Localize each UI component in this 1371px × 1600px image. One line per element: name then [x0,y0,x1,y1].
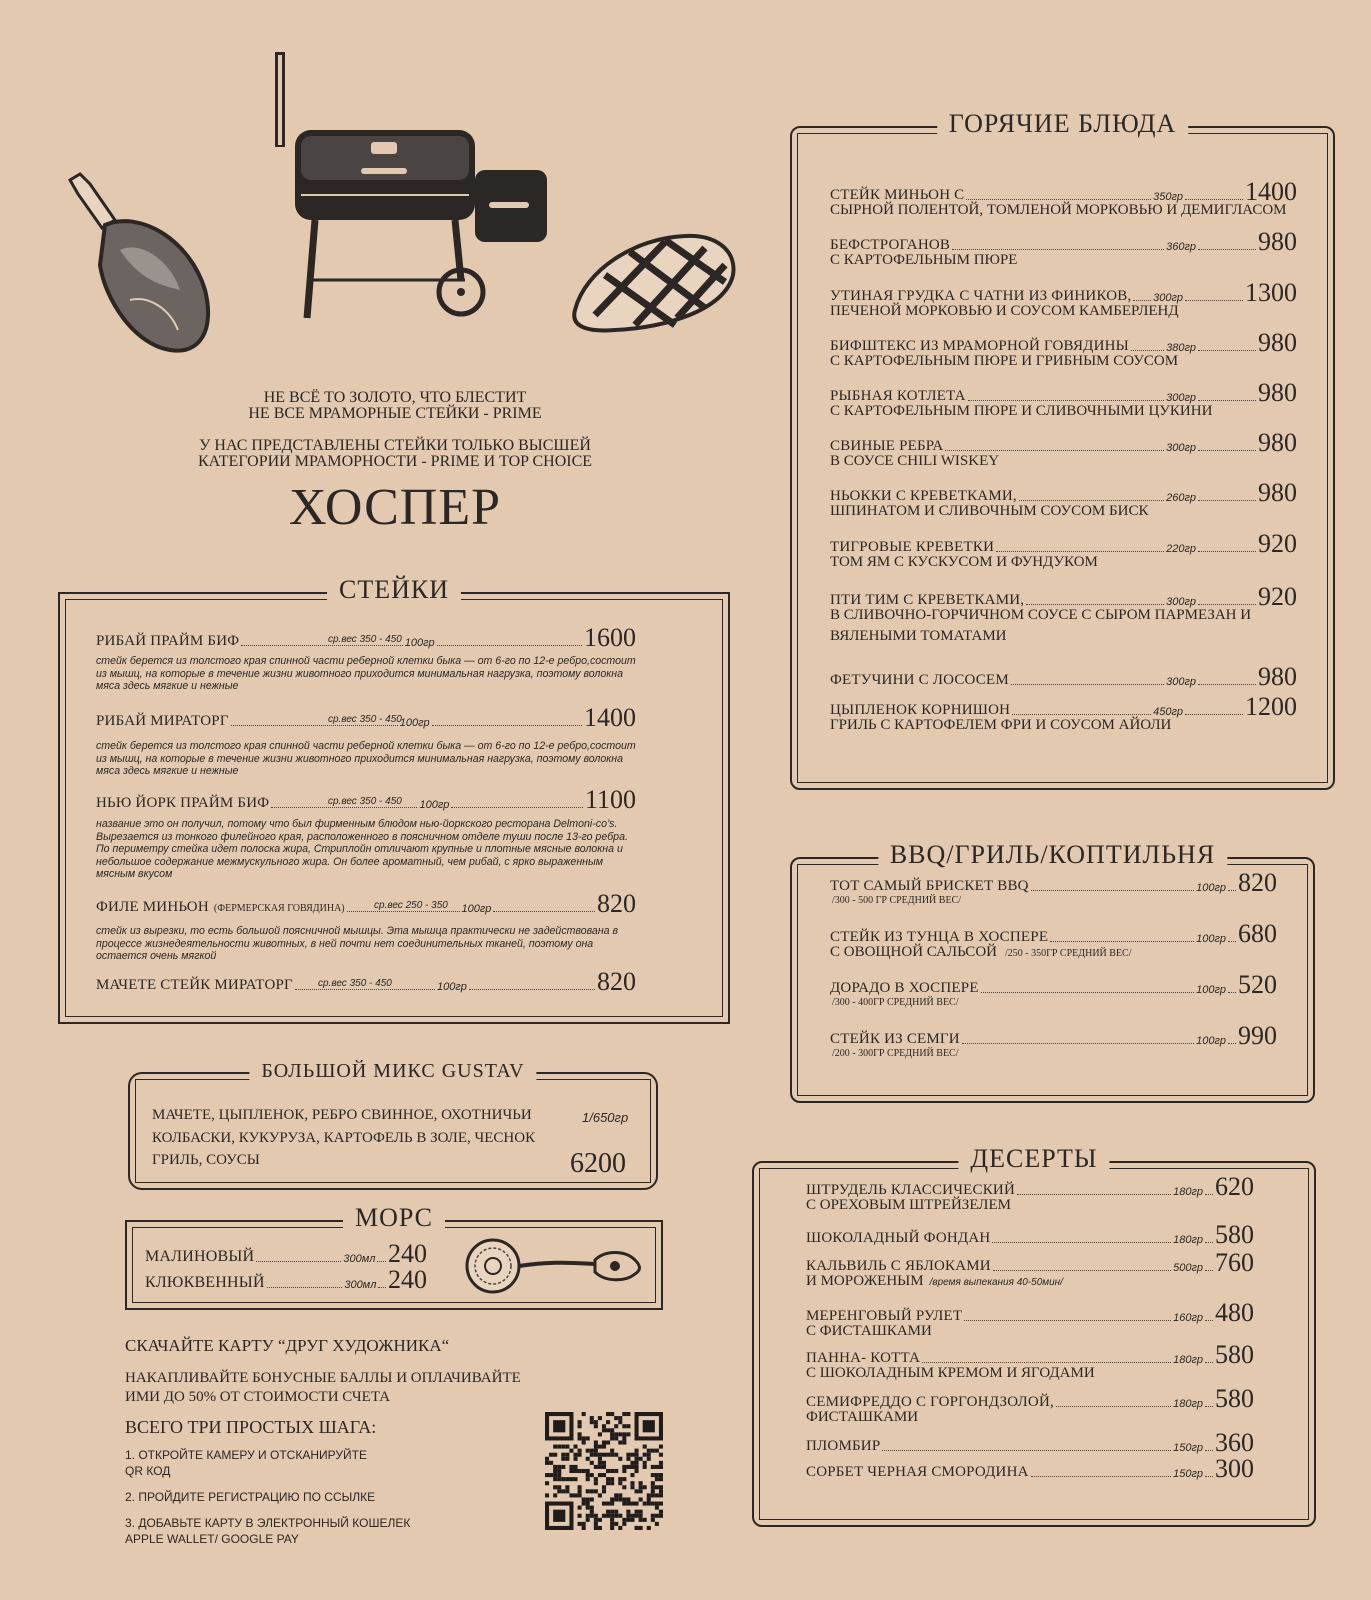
hot-dishes-section [790,109,1335,790]
avg-weight: ср.вес 250 - 350 [374,900,448,911]
item-price: 980 [1258,662,1297,691]
steaks-section [58,575,730,1024]
item-weight: 450гр [1153,706,1183,718]
item-note: /300 - 400ГР СРЕДНИЙ ВЕС/ [832,997,959,1008]
item-description: стейк из вырезки, то есть большой поясничной мышцы. Эта мышца практически не задействована в процессе жизнедеятельности животных, в ней почти нет соединительных тканей, поэтому она остается очень мягкой [96,925,619,962]
item-name: СЕМИФРЕДДО С ГОРГОНДЗОЛОЙ, [806,1394,1054,1410]
item-price: 920 [1258,582,1297,611]
item-name: ПТИ ТИМ С КРЕВЕТКАМИ, [830,592,1025,608]
mix-line: КОЛБАСКИ, КУКУРУЗА, КАРТОФЕЛЬ В ЗОЛЕ, ЧЕСНОК [152,1129,536,1146]
menu-item [806,1384,1254,1413]
smoker-grill-illustration [265,50,565,330]
item-note: /время выпекания 40-50мин/ [929,1277,1063,1288]
item-weight: 300гр [1166,392,1196,404]
desserts-title: ДЕСЕРТЫ [958,1144,1109,1174]
item-name: МЕРЕНГОВЫЙ РУЛЕТ [806,1308,963,1324]
menu-item: РИБАЙ ПРАЙМ БИФ 100гр 1600 [96,623,636,652]
item-subtitle: ГРИЛЬ С КАРТОФЕЛЕМ ФРИ И СОУСОМ АЙОЛИ [830,717,1172,733]
menu-item: МАЛИНОВЫЙ 300мл 240 [145,1239,427,1268]
item-weight: 150гр [1173,1442,1203,1454]
menu-item [806,1454,1254,1483]
item-weight: 300гр [1166,442,1196,454]
item-name: ШТРУДЕЛЬ КЛАССИЧЕСКИЙ [806,1182,1015,1198]
item-weight: 260гр [1166,492,1196,504]
item-price: 980 [1258,227,1297,256]
item-subtitle: ШПИНАТОМ И СЛИВОЧНЫМ СОУСОМ БИСК [830,503,1149,519]
menu-item [830,692,1297,721]
item-price: 1400 [1245,177,1297,206]
item-weight: 300гр [1166,596,1196,608]
item-name: СТЕЙК МИНЬОН С [830,187,965,203]
step-text: 1. ОТКРОЙТЕ КАМЕРУ И ОТСКАНИРУЙТЕ [125,1448,367,1462]
menu-item [830,919,1277,948]
item-price: 980 [1258,328,1297,357]
mix-weight: 1/650гр [582,1110,629,1125]
tagline-line: КАТЕГОРИИ МРАМОРНОСТИ - PRIME И TOP CHOICE [197,453,593,470]
item-subtitle-text: И МОРОЖЕНЫМ [806,1273,924,1289]
item-subtitle: ВЯЛЕНЫМИ ТОМАТАМИ [830,628,1007,644]
item-subtitle: ФИСТАШКАМИ [806,1409,919,1425]
menu-item [806,1298,1254,1327]
menu-item [830,1021,1277,1050]
step-text: 2. ПРОЙДИТЕ РЕГИСТРАЦИЮ ПО ССЫЛКЕ [125,1490,376,1504]
menu-item [830,662,1297,691]
item-weight: 380гр [1166,342,1196,354]
item-name: СТЕЙК ИЗ СЕМГИ [830,1031,960,1047]
item-subtitle: СЫРНОЙ ПОЛЕНТОЙ, ТОМЛЕНОЙ МОРКОВЬЮ И ДЕМИГЛАСОМ [830,202,1287,218]
item-weight: 150гр [1173,1468,1203,1480]
avg-weight: ср.вес 350 - 450 [318,978,392,989]
item-price: 980 [1258,478,1297,507]
item-name: КАЛЬВИЛЬ С ЯБЛОКАМИ [806,1258,991,1274]
menu-item [806,1220,1254,1249]
item-name: БЕФСТРОГАНОВ [830,237,951,253]
menu-item [830,478,1297,507]
avg-weight: ср.вес 350 - 450 [328,634,402,645]
menu-item: РИБАЙ МИРАТОРГ 100гр 1400 [96,703,636,732]
item-subtitle: С КАРТОФЕЛЬНЫМ ПЮРЕ И СЛИВОЧНЫМИ ЦУКИНИ [830,403,1213,419]
menu-item [830,582,1297,611]
item-name: РЫБНАЯ КОТЛЕТА [830,388,966,404]
item-name: ДОРАДО В ХОСПЕРЕ [830,980,979,996]
item-price: 300 [1215,1454,1254,1483]
item-name: ФЕТУЧИНИ С ЛОСОСЕМ [830,672,1009,688]
item-subtitle: С КАРТОФЕЛЬНЫМ ПЮРЕ [830,252,1018,268]
qr-code[interactable] [545,1412,663,1530]
item-subtitle: С ФИСТАШКАМИ [806,1323,932,1339]
tagline-line: НЕ ВСЁ ТО ЗОЛОТО, ЧТО БЛЕСТИТ [263,389,527,406]
item-name: УТИНАЯ ГРУДКА С ЧАТНИ ИЗ ФИНИКОВ, [830,288,1132,304]
tagline-line: У НАС ПРЕДСТАВЛЕНЫ СТЕЙКИ ТОЛЬКО ВЫСШЕЙ [199,437,591,454]
steps-title: ВСЕГО ТРИ ПРОСТЫХ ШАГА: [125,1417,377,1437]
item-note: /250 - 350ГР СРЕДНИЙ ВЕС/ [1004,948,1132,959]
item-weight: 180гр [1173,1234,1203,1246]
item-price: 920 [1258,529,1297,558]
menu-item [806,1340,1254,1369]
item-weight: 100гр [1196,882,1226,894]
item-price: 520 [1238,970,1277,999]
mix-section [128,1060,658,1190]
item-subtitle [806,1273,1063,1290]
item-price: 820 [1238,868,1277,897]
item-subtitle: С ШОКОЛАДНЫМ КРЕМОМ И ЯГОДАМИ [806,1365,1095,1381]
item-weight: 100гр [1196,1035,1226,1047]
mix-line: МАЧЕТЕ, ЦЫПЛЕНОК, РЕБРО СВИННОЕ, ОХОТНИЧЬИ [152,1107,532,1123]
item-weight: 100гр [1196,984,1226,996]
loyalty-title: СКАЧАЙТЕ КАРТУ “ДРУГ ХУДОЖНИКА“ [125,1336,450,1355]
meat-leg-illustration [60,170,220,360]
hot-dishes-title: ГОРЯЧИЕ БЛЮДА [937,109,1189,139]
item-subtitle: ТОМ ЯМ С КУСКУСОМ И ФУНДУКОМ [830,554,1098,570]
item-name: ТИГРОВЫЕ КРЕВЕТКИ [830,539,995,555]
menu-item [830,868,1277,897]
item-description: стейк берется из толстого края спинной части реберной клетки быка — от 6-го по 12-е ребро,состоит из мышц, на которые в течение жизни животного приходится минимальная нагрузка, поэтому волокна мяса здесь мягкие и нежные [96,740,636,777]
avg-weight: ср.вес 350 - 450 [328,714,402,725]
item-name: ПАННА- КОТТА [806,1350,921,1366]
avg-weight: ср.вес 350 - 450 [328,796,402,807]
item-weight: 180гр [1173,1398,1203,1410]
menu-item: ФИЛЕ МИНЬОН (ФЕРМЕРСКАЯ ГОВЯДИНА) 100гр 820 [96,889,636,918]
item-weight: 500гр [1173,1262,1203,1274]
item-name: НЬОККИ С КРЕВЕТКАМИ, [830,488,1017,504]
mors-section [125,1203,663,1310]
menu-item [830,227,1297,256]
bbq-title: BBQ/ГРИЛЬ/КОПТИЛЬНЯ [878,840,1227,870]
item-name: СВИНЫЕ РЕБРА [830,438,944,454]
meat-fork-illustration [465,1236,645,1296]
menu-item: НЬЮ ЙОРК ПРАЙМ БИФ 100гр 1100 [96,785,636,814]
item-price: 1300 [1245,278,1297,307]
tagline-line: НЕ ВСЕ МРАМОРНЫЕ СТЕЙКИ - PRIME [248,405,542,422]
item-weight: 160гр [1173,1312,1203,1324]
mors-title: МОРС [343,1203,445,1233]
item-name: ШОКОЛАДНЫЙ ФОНДАН [806,1230,991,1246]
menu-item [806,1248,1254,1277]
menu-item [830,177,1297,206]
item-price: 360 [1215,1428,1254,1457]
item-description: стейк берется из толстого края спинной части реберной клетки быка — от 6-го по 12-е ребро,состоит из мышц, на которые в течение жизни животного приходится минимальная нагрузка, поэтому волокна мяса здесь мягкие и нежные [96,655,636,692]
menu-item [830,970,1277,999]
item-subtitle-text: С ОВОЩНОЙ САЛЬСОЙ [830,944,997,960]
item-price: 680 [1238,919,1277,948]
item-note: /300 - 500 ГР СРЕДНИЙ ВЕС/ [832,895,962,906]
item-price: 580 [1215,1384,1254,1413]
item-weight: 180гр [1173,1354,1203,1366]
restaurant-logo: ХОСПЕР [288,479,502,536]
item-price: 980 [1258,378,1297,407]
item-weight: 350гр [1153,191,1183,203]
item-name: СТЕЙК ИЗ ТУНЦА В ХОСПЕРЕ [830,929,1049,945]
steaks-title: СТЕЙКИ [327,575,461,605]
item-price: 580 [1215,1340,1254,1369]
item-price: 1200 [1245,692,1297,721]
item-note: /200 - 300ГР СРЕДНИЙ ВЕС/ [832,1048,959,1059]
menu-item [830,278,1297,307]
menu-item [830,378,1297,407]
item-subtitle: С ОРЕХОВЫМ ШТРЕЙЗЕЛЕМ [806,1197,1011,1213]
item-name: ТОТ САМЫЙ БРИСКЕТ BBQ [830,878,1029,894]
item-subtitle: В СЛИВОЧНО-ГОРЧИЧНОМ СОУСЕ С СЫРОМ ПАРМЕЗАН И [830,607,1252,623]
menu-item [806,1428,1254,1457]
item-name: СОРБЕТ ЧЕРНАЯ СМОРОДИНА [806,1464,1029,1480]
mix-price: 6200 [570,1148,626,1179]
item-subtitle [830,944,1132,961]
item-price: 990 [1238,1021,1277,1050]
item-price: 620 [1215,1172,1254,1201]
menu-item [830,428,1297,457]
mix-line: ГРИЛЬ, СОУСЫ [152,1152,260,1168]
item-weight: 300гр [1166,676,1196,688]
step-text: QR КОД [125,1464,171,1478]
grilled-steak-illustration [565,230,745,340]
menu-item [830,529,1297,558]
item-weight: 180гр [1173,1186,1203,1198]
loyalty-text: НАКАПЛИВАЙТЕ БОНУСНЫЕ БАЛЛЫ И ОПЛАЧИВАЙТЕ [125,1370,521,1386]
item-name: ПЛОМБИР [806,1438,881,1454]
item-weight: 300гр [1153,292,1183,304]
bbq-section [790,840,1315,1103]
step-text: 3. ДОБАВЬТЕ КАРТУ В ЭЛЕКТРОННЫЙ КОШЕЛЕК [125,1516,411,1530]
item-subtitle: В СОУСЕ CHILI WISKEY [830,453,1000,469]
menu-item [830,328,1297,357]
menu-item [806,1172,1254,1201]
item-description: название это он получил, потому что был фирменным блюдом нью-йоркского ресторана Delmoni-co’s. Вырезается из тонкого филейного края, расположенного в поясничном отделе туши после 13-го ребра. По периметру стейка идет полоска жира, Стриплойн отличают крупные и плотные мясные волокна и небольшое содержание межмускульного жира. Он более ароматный, чем рибай, с ярко выраженным мясным вкусом [96,818,628,880]
menu-item: МАЧЕТЕ СТЕЙК МИРАТОРГ 100гр 820 [96,967,636,996]
item-name: ЦЫПЛЕНОК КОРНИШОН [830,702,1011,718]
menu-item: КЛЮКВЕННЫЙ 300мл 240 [145,1265,427,1294]
item-name: БИФШТЕКС ИЗ МРАМОРНОЙ ГОВЯДИНЫ [830,338,1129,354]
item-price: 980 [1258,428,1297,457]
item-price: 480 [1215,1298,1254,1327]
step-text: APPLE WALLET/ GOOGLE PAY [125,1532,299,1546]
item-weight: 100гр [1196,933,1226,945]
mix-title: БОЛЬШОЙ МИКС GUSTAV [249,1060,536,1083]
item-weight: 220гр [1166,543,1196,555]
item-subtitle: С КАРТОФЕЛЬНЫМ ПЮРЕ И ГРИБНЫМ СОУСОМ [830,353,1179,369]
item-weight: 360гр [1166,241,1196,253]
item-price: 580 [1215,1220,1254,1249]
loyalty-text: ИМИ ДО 50% ОТ СТОИМОСТИ СЧЕТА [125,1389,391,1405]
item-price: 760 [1215,1248,1254,1277]
desserts-section [752,1144,1316,1527]
item-subtitle: ПЕЧЕНОЙ МОРКОВЬЮ И СОУСОМ КАМБЕРЛЕНД [830,303,1179,319]
